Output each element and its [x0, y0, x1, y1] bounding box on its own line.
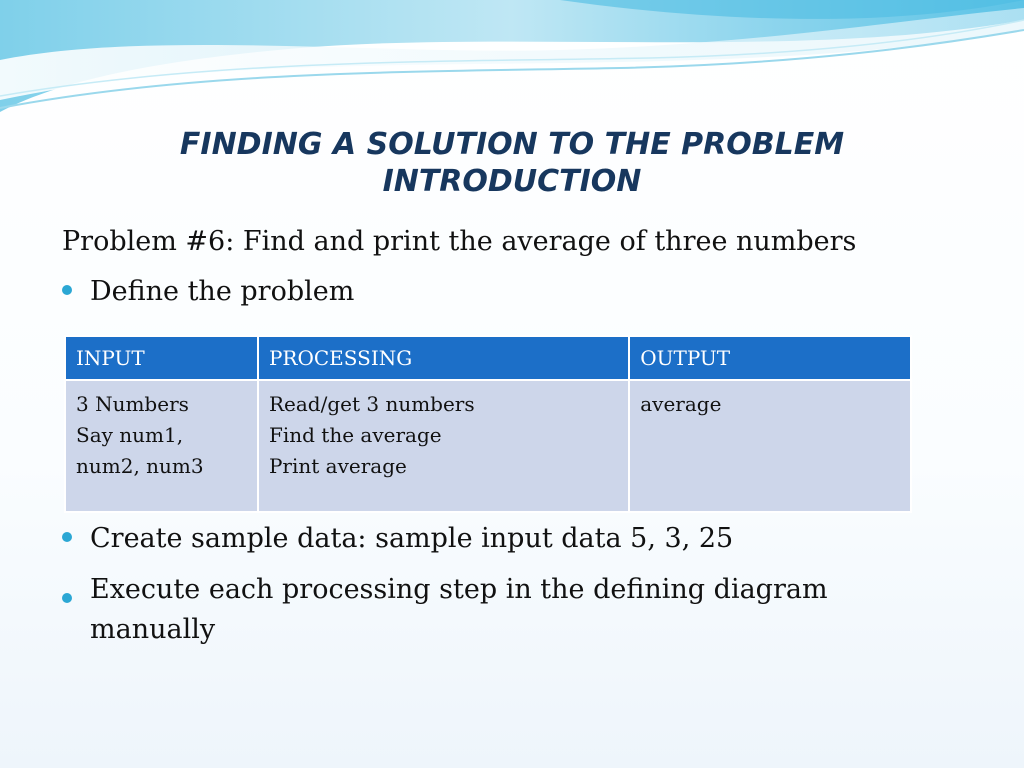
processing-line: Print average: [268, 454, 407, 478]
table-header-row: [65, 336, 911, 380]
processing-line: Read/get 3 numbers: [268, 392, 475, 416]
decorative-wave-header: [0, 0, 1024, 130]
title-line-2: INTRODUCTION: [382, 164, 642, 199]
title-line-1: FINDING A SOLUTION TO THE PROBLEM: [179, 127, 845, 162]
table-row: [65, 380, 911, 512]
input-line: 3 Numbers: [76, 392, 189, 416]
table-header-input: INPUT: [65, 336, 258, 380]
processing-line: Find the average: [268, 423, 442, 447]
bullet-text: Create sample data: sample input data 5, 3, 25: [90, 523, 734, 554]
bullet-sample-data: [62, 523, 733, 554]
bullet-dot-icon: [62, 593, 72, 603]
bullet-dot-icon: [62, 285, 72, 295]
bullet-dot-icon: [62, 532, 72, 542]
input-line: Say num1,: [76, 423, 184, 447]
table-header-output: OUTPUT: [629, 336, 911, 380]
input-line: num2, num3: [76, 454, 204, 478]
bullet-define-problem: [62, 276, 354, 307]
table-header-processing: PROCESSING: [258, 336, 629, 380]
processing-cell: [258, 380, 629, 512]
problem-statement: Problem #6: Find and print the average of three numbers: [62, 226, 857, 257]
bullet-execute-steps: [62, 570, 892, 650]
input-cell: [65, 380, 258, 512]
bullet-text: Define the problem: [90, 276, 355, 307]
output-line: average: [640, 392, 722, 416]
bullet-text: Execute each processing step in the defining diagram manually: [90, 574, 828, 645]
defining-diagram-table: [64, 335, 912, 513]
slide-title: [0, 126, 1024, 200]
output-cell: [629, 380, 911, 512]
